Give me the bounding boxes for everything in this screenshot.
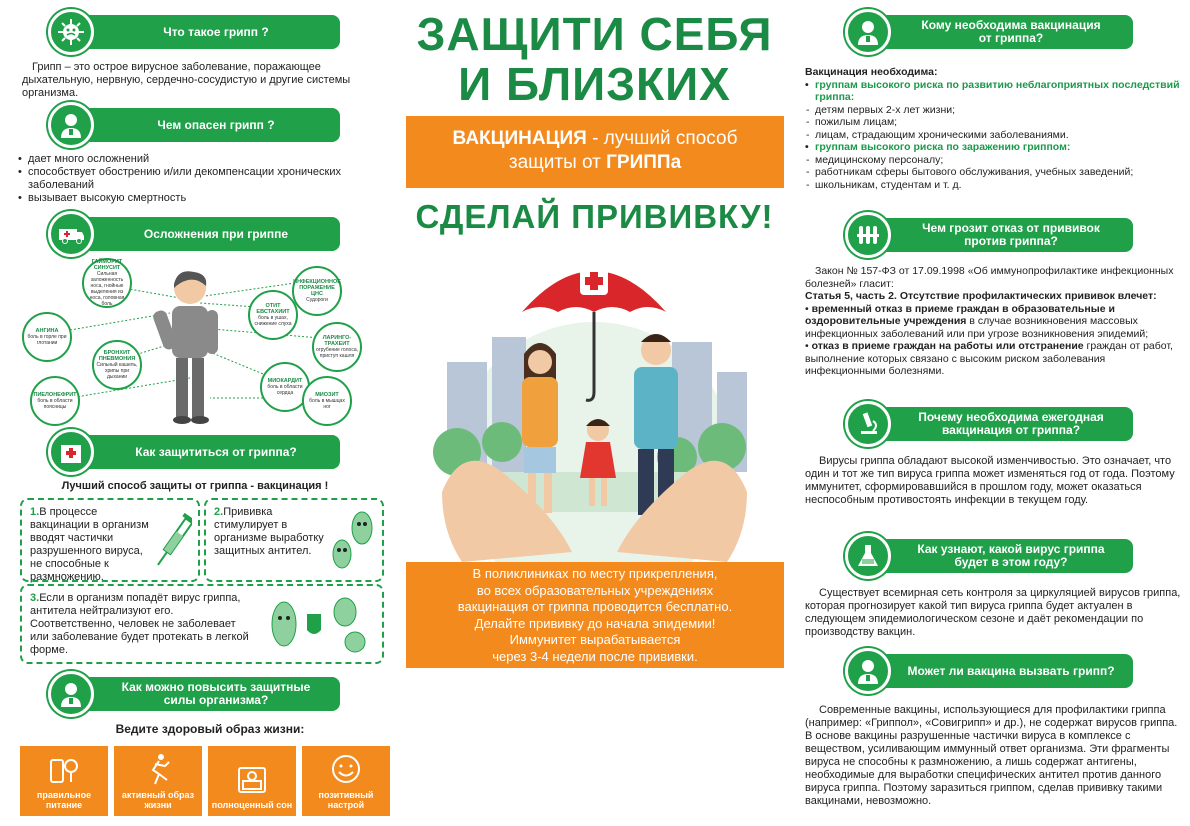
- law-text: Закон № 157-ФЗ от 17.09.1998 «Об иммунопрофилактике инфекционных болезней» гласит:: [805, 265, 1174, 290]
- best-protection-text: Лучший способ защиты от гриппа - вакцинация !: [61, 480, 329, 492]
- complication-bubble: МИОЗИТ боль в мышцах ног: [302, 376, 352, 426]
- info-line: через 3-4 недели после прививки.: [492, 648, 698, 664]
- left-column: [0, 0, 390, 826]
- syringe-icon: [156, 510, 192, 574]
- refusal-text: [805, 265, 1183, 378]
- bed-icon: [235, 762, 269, 796]
- section-header-refusal: [855, 218, 1133, 252]
- step-2-box: [204, 498, 384, 582]
- tile-label: полноценный сон: [211, 800, 293, 810]
- tile-nutrition: [20, 746, 108, 816]
- info-line: Иммунитет вырабатывается: [509, 632, 681, 647]
- section-header-annual: [855, 407, 1133, 441]
- who-needs-text: [805, 66, 1183, 191]
- section-title: Как узнают, какой вирус гриппа будет в этом году?: [917, 542, 1105, 569]
- article-text: Статья 5, часть 2. Отсутствие профилактических прививок влечет:: [805, 290, 1157, 302]
- list-item: - пожилым лицам;: [805, 116, 1183, 129]
- section-header-what-is-flu: [58, 15, 340, 49]
- step-number: 2.: [214, 506, 224, 518]
- antibody-icon: [328, 506, 376, 576]
- virus-fight-icon: [259, 592, 374, 658]
- section-header-protect: [58, 435, 340, 469]
- list-item: - медицинскому персоналу;: [805, 154, 1183, 167]
- virus-icon: [48, 9, 94, 55]
- annual-text: Вирусы гриппа обладают высокой изменчивостью. Это означает, что один и тот же тип вируса гриппа может изменяться год от года. Поэтому иммунитет, сформировавшийся в прошлом году, может оказаться неспособным противостоять инфекции в текущем году.: [805, 455, 1175, 506]
- list-item: - работникам сферы бытового обслуживания, учебных заведений;: [805, 166, 1183, 179]
- banner-text: защиты от: [508, 152, 607, 173]
- complication-bubble: МИОКАРДИТ боль в области сердца: [260, 362, 310, 412]
- tile-label: правильное питание: [36, 790, 92, 810]
- tile-label: позитивный настрой: [318, 790, 374, 810]
- food-icon: [47, 752, 81, 786]
- doctor-icon: [48, 671, 94, 717]
- section-title: Может ли вакцина вызвать грипп?: [907, 663, 1115, 678]
- section-header-who-needs: [855, 15, 1133, 49]
- step-text: Если в организм попадёт вирус гриппа, антитела нейтрализуют его. Соответственно, человек не заболевает или заболевание будет протекать в легкой форме.: [30, 592, 249, 656]
- info-line: В поликлиниках по месту прикрепления,: [472, 566, 718, 581]
- info-line: вакцинация от гриппа проводится бесплатно.: [457, 599, 733, 614]
- step-text: В процессе вакцинации в организм вводят частички разрушенного вируса, не способные к размножению.: [30, 506, 149, 583]
- tile-label: активный образ жизни: [121, 790, 195, 810]
- danger-list: [18, 153, 388, 205]
- list-item: • вызывает высокую смертность: [18, 192, 388, 205]
- right-column: [797, 0, 1190, 826]
- section-title: Чем опасен грипп ?: [157, 117, 275, 132]
- doctor-icon: [845, 648, 891, 694]
- healthy-lifestyle-text: Ведите здоровый образ жизни:: [115, 722, 305, 736]
- lab-flask-icon: [845, 533, 891, 579]
- list-item: - лицам, страдающим хроническими заболеваниями.: [805, 129, 1183, 142]
- complication-bubble: БРОНХИТ ПНЕВМОНИЯ Сильный кашель, хрипы при дыхании: [92, 340, 142, 390]
- vaccination-banner: [406, 116, 784, 188]
- complication-bubble: ИНФЕКЦИОННОЕ ПОРАЖЕНИЕ ЦНС Судороги: [292, 266, 342, 316]
- section-header-which-virus: [855, 539, 1133, 573]
- banner-text: - лучший способ: [586, 128, 738, 149]
- tile-active: [114, 746, 202, 816]
- section-header-can-cause: [855, 654, 1133, 688]
- consequence-2: • отказ в приеме граждан на работы или отстранение граждан от работ, выполнение которых связано с высоким риском заболевания инфекционными болезнями.: [805, 340, 1173, 377]
- tile-positive: [302, 746, 390, 816]
- risk-group-2: • группам высокого риска по заражению гриппом:: [805, 141, 1183, 154]
- family-umbrella-illustration: [422, 242, 767, 562]
- complication-bubble: ПИЕЛОНЕФРИТ боль в области поясницы: [30, 376, 80, 426]
- section-title: Кому необходима вакцинация от гриппа?: [921, 18, 1101, 45]
- consequence-1: • временный отказ в приеме граждан в образовательные и оздоровительные учреждения в случае возникновения массовых инфекционных заболеваний или при угрозе возникновения эпидемий;: [805, 302, 1149, 340]
- list-item: - детям первых 2-х лет жизни;: [805, 104, 1183, 117]
- complication-bubble: АНГИНА боль в горле при глотании: [22, 312, 72, 362]
- lab-icon: [845, 212, 891, 258]
- section-header-immunity: [58, 677, 340, 711]
- tile-sleep: [208, 746, 296, 816]
- info-line: Делайте прививку до начала эпидемии!: [474, 615, 716, 631]
- complications-diagram: [20, 258, 380, 428]
- running-icon: [141, 752, 175, 786]
- main-title-line2: И БЛИЗКИХ: [458, 58, 731, 110]
- complication-bubble: ЛАРИНГО-ТРАХЕИТ огрубение голоса, приступ кашля: [312, 322, 362, 372]
- doctor-icon: [48, 102, 94, 148]
- need-heading: Вакцинация необходима:: [805, 66, 938, 78]
- section-title: Что такое грипп ?: [163, 24, 269, 39]
- list-item: - школьникам, студентам и т. д.: [805, 179, 1183, 192]
- complication-bubble: ГАЙМОРИТ СИНУСИТ Сильная заложенность носа, гнойные выделения из носа, головная боль: [82, 258, 132, 308]
- vaccination-word: ВАКЦИНАЦИЯ: [452, 128, 587, 149]
- list-item: • дает много осложнений: [18, 153, 388, 166]
- list-item: • способствует обострению и/или декомпенсации хронических заболеваний: [18, 166, 388, 192]
- sick-person-illustration: [150, 266, 230, 426]
- section-title: Осложнения при гриппе: [143, 226, 289, 241]
- doctor-icon: [845, 9, 891, 55]
- step-number: 1.: [30, 506, 40, 518]
- info-line: во всех образовательных учреждениях: [476, 582, 714, 598]
- free-vaccination-info: [406, 562, 784, 668]
- step-text: Прививка стимулирует в организме выработку защитных антител.: [214, 506, 324, 557]
- section-title: Чем грозит отказ от прививок против гриппа?: [922, 221, 1100, 248]
- section-title: Как можно повысить защитные силы организма?: [121, 680, 311, 707]
- step-number: 3.: [30, 592, 40, 604]
- microscope-icon: [845, 401, 891, 447]
- flu-word: ГРИППа: [606, 152, 682, 173]
- section-header-complications: [58, 217, 340, 251]
- flu-definition: Грипп – это острое вирусное заболевание, поражающее дыхательную, нервную, сердечно-сосудистую и другие системы организма.: [22, 61, 351, 99]
- step-3-box: [20, 584, 384, 664]
- which-virus-text: Существует всемирная сеть контроля за циркуляцией вирусов гриппа, которая прогнозирует какой тип вируса гриппа будет актуален в следующем эпидемиологическом сезоне и даёт рекомендации по производству вакцин.: [805, 587, 1181, 638]
- ambulance-icon: [48, 211, 94, 257]
- risk-group-1: • группам высокого риска по развитию неблагоприятных последствий гриппа:: [805, 79, 1183, 104]
- section-header-danger: [58, 108, 340, 142]
- complication-bubble: ОТИТ ЕВСТАХИИТ боль в ушах, снижение слуха: [248, 290, 298, 340]
- section-title: Как защититься от гриппа?: [135, 444, 297, 459]
- main-title-line1: ЗАЩИТИ СЕБЯ: [416, 8, 773, 60]
- smile-icon: [329, 752, 363, 786]
- section-title: Почему необходима ежегодная вакцинация от гриппа?: [918, 410, 1104, 437]
- middle-column: [392, 0, 797, 826]
- call-to-action: СДЕЛАЙ ПРИВИВКУ!: [415, 198, 774, 235]
- can-cause-text: Современные вакцины, использующиеся для профилактики гриппа (например: «Гриппол», «Совигрипп» и др.), не содержат вирусов гриппа. В основе вакцины разрушенные частички вируса в комплексе с веществом, усиливающим иммунный ответ организма. Эти фрагменты вируса не способны к размножению, а лишь содержат антигены, необходимые для выработки специфических антител против данного вируса гриппа. Поэтому заразиться гриппом, сделав прививку такими вакцинами, невозможно.: [805, 704, 1178, 807]
- hospital-icon: [48, 429, 94, 475]
- step-1-box: [20, 498, 200, 582]
